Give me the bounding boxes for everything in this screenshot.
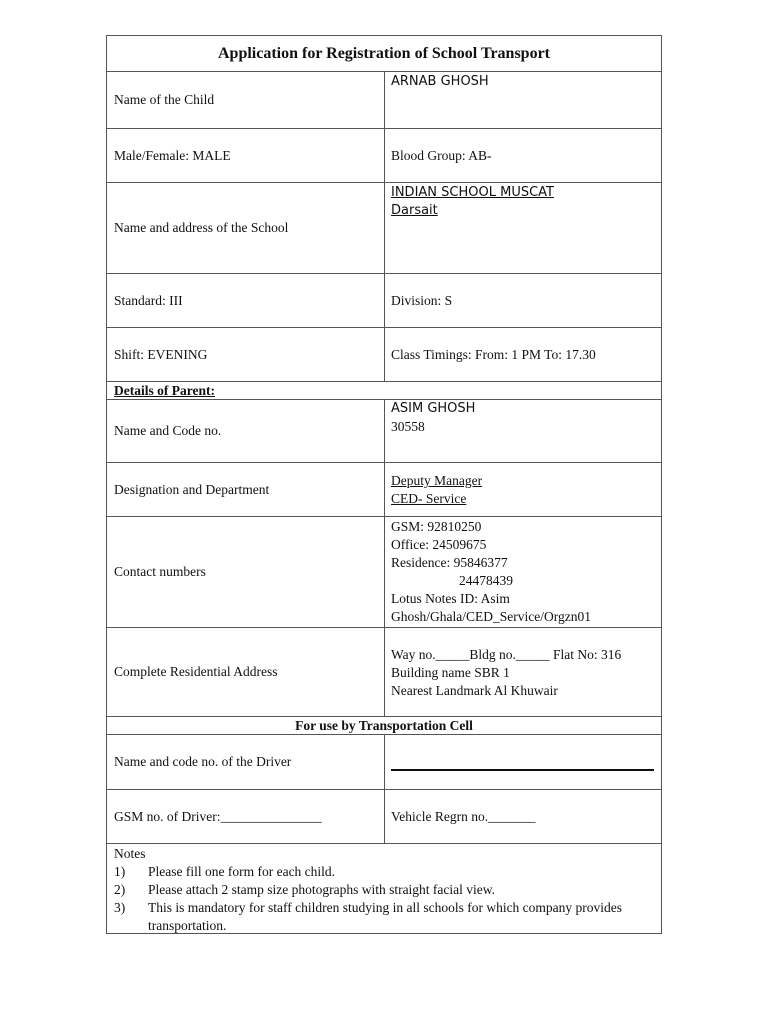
transport-section-row [106,717,662,735]
gender-field: Male/Female: MALE [107,129,385,182]
address-line-1: Way no._____Bldg no._____ Flat No: 316 [391,647,622,662]
parent-section-heading: Details of Parent: [114,383,215,398]
driver-gsm-field: GSM no. of Driver:_______________ [107,790,385,843]
address-label: Complete Residential Address [107,628,385,716]
notes-row [106,844,662,934]
standard-field: Standard: III [107,274,385,327]
designation-row [106,463,662,517]
parent-name-row [106,400,662,463]
child-name-row [106,72,662,129]
registration-form [106,35,662,934]
contact-lotus-notes-id: Ghosh/Ghala/CED_Service/Orgzn01 [391,609,591,624]
child-name-label: Name of the Child [107,72,385,128]
parent-name-value: ASIM GHOSH [391,401,476,416]
school-label: Name and address of the School [107,183,385,273]
driver-entry-line [391,769,654,771]
parent-section-row [106,382,662,400]
parent-name-label: Name and Code no. [107,400,385,462]
notes-list [114,863,654,935]
school-address: Darsait [391,203,438,218]
driver-row [106,735,662,790]
contact-residence-2: 24478439 [459,573,513,588]
designation-label: Designation and Department [107,463,385,516]
form-title: Application for Registration of School Transport [217,44,550,62]
contact-gsm: GSM: 92810250 [391,519,482,534]
shift-timings-row [106,328,662,382]
contact-row [106,517,662,628]
school-name: INDIAN SCHOOL MUSCAT [391,185,554,200]
contact-office: Office: 24509675 [391,537,487,552]
contact-residence: Residence: 95846377 [391,555,508,570]
class-timings-field: Class Timings: From: 1 PM To: 17.30 [391,346,596,362]
address-row [106,628,662,717]
note-item: 2) Please attach 2 stamp size photographs with straight facial view. [114,882,496,897]
address-line-2: Building name SBR 1 [391,665,510,680]
parent-code-value: 30558 [391,419,425,434]
notes-heading: Notes [114,846,146,861]
transport-section-heading: For use by Transportation Cell [295,718,473,733]
address-line-3: Nearest Landmark Al Khuwair [391,683,558,698]
note-item: 1) Please fill one form for each child. [114,864,336,879]
shift-field: Shift: EVENING [107,328,385,381]
contact-lotus-notes: Lotus Notes ID: Asim [391,591,510,606]
driver-gsm-row [106,790,662,844]
school-row [106,183,662,274]
department-value: CED- Service [391,491,467,506]
division-field: Division: S [391,292,453,308]
blood-group-field: Blood Group: AB- [391,147,492,163]
standard-division-row [106,274,662,328]
note-item: 3) This is mandatory for staff children studying in all schools for which company provides transportation. [114,900,623,933]
vehicle-regn-field: Vehicle Regrn no._______ [391,808,536,824]
driver-label: Name and code no. of the Driver [107,735,385,789]
contact-label: Contact numbers [107,517,385,627]
designation-value: Deputy Manager [391,473,483,488]
gender-blood-row [106,129,662,183]
child-name-value: ARNAB GHOSH [391,74,489,89]
form-title-row [106,35,662,72]
